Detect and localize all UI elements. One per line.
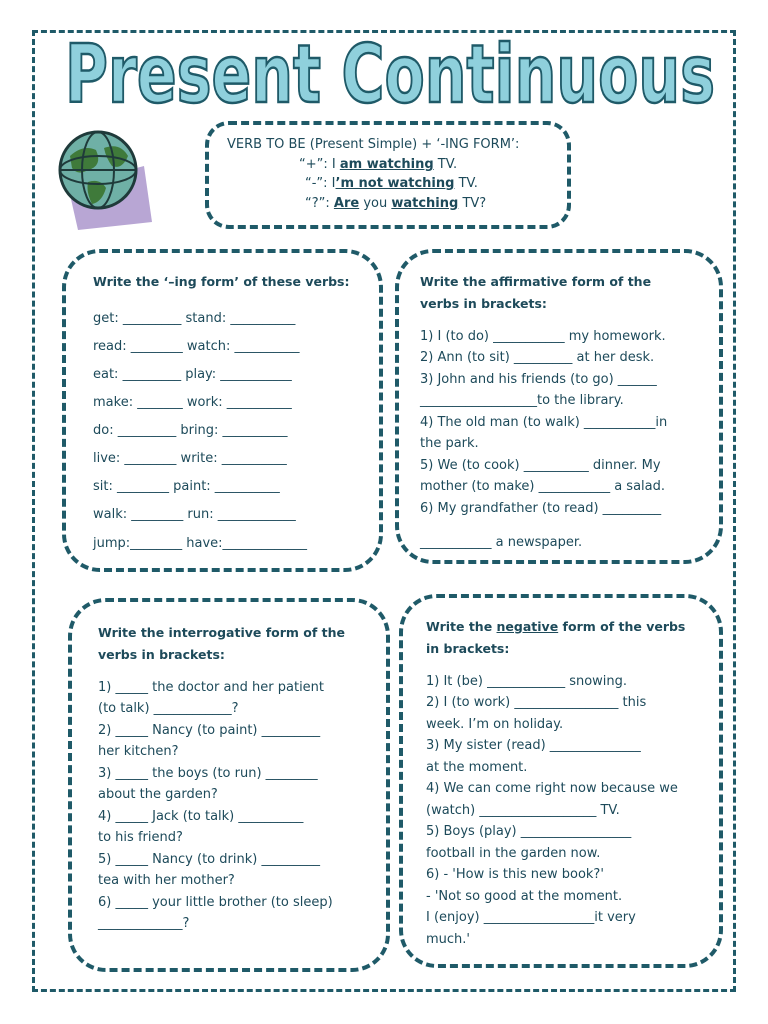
negative-suffix: TV. — [454, 176, 478, 191]
exercise-line: much.' — [426, 932, 470, 947]
exercise-line: her kitchen? — [98, 744, 179, 759]
page-title-text: Present Continuous — [65, 28, 715, 120]
exercise-line: 4) _____ Jack (to talk) __________ — [98, 809, 304, 824]
page-title — [0, 20, 768, 120]
exercise-line: read: ________ watch: __________ — [93, 339, 300, 354]
exercise-line: 6) My grandfather (to read) _________ — [420, 501, 662, 516]
exercise-line: _____________? — [98, 916, 190, 931]
question-suffix: TV? — [458, 196, 487, 211]
question-are: Are — [333, 196, 360, 211]
exercise-line: 2) _____ Nancy (to paint) _________ — [98, 723, 321, 738]
exercise-line: to his friend? — [98, 830, 183, 845]
exercise-heading: Write the ‘–ing form’ of these verbs: — [93, 274, 350, 289]
affirmative-example: am watching — [339, 157, 434, 172]
exercise-line: 5) We (to cook) __________ dinner. My — [420, 458, 661, 473]
exercise-line: make: _______ work: __________ — [93, 395, 292, 410]
exercise-line: 1) I (to do) ___________ my homework. — [420, 329, 666, 344]
exercise-line: - 'Not so good at the moment. — [426, 889, 623, 904]
exercise-line: (to talk) ____________? — [98, 701, 239, 716]
ing-form-exercise — [62, 249, 383, 572]
question-example: watching — [391, 196, 459, 211]
exercise-line: I (enjoy) _________________it very — [426, 910, 636, 925]
exercise-line: 4) We can come right now because we — [426, 781, 678, 796]
exercise-line: 5) _____ Nancy (to drink) _________ — [98, 852, 320, 867]
exercise-line: live: ________ write: __________ — [93, 451, 287, 466]
formula-question — [305, 196, 486, 211]
exercise-line: 3) _____ the boys (to run) ________ — [98, 766, 318, 781]
exercise-line: __________________to the library. — [420, 393, 624, 408]
exercise-line: (watch) __________________ TV. — [426, 803, 620, 818]
exercise-line: walk: ________ run: ____________ — [93, 507, 296, 522]
exercise-line: 3) My sister (read) ______________ — [426, 738, 641, 753]
question-prefix: “?”: — [305, 196, 334, 211]
formula-box — [205, 121, 571, 229]
exercise-heading: Write the interrogative form of the — [98, 625, 345, 640]
exercise-line: sit: ________ paint: __________ — [93, 479, 280, 494]
formula-affirmative — [299, 157, 457, 172]
exercise-line: 1) _____ the doctor and her patient — [98, 680, 325, 695]
heading-part: form of the verbs — [558, 619, 686, 634]
globe-icon — [48, 126, 158, 230]
exercise-line: tea with her mother? — [98, 873, 235, 888]
exercise-line: jump:________ have:_____________ — [93, 536, 308, 551]
exercise-line: at the moment. — [426, 760, 528, 775]
exercise-line: get: _________ stand: __________ — [93, 311, 296, 326]
affirmative-prefix: “+”: I — [299, 157, 340, 172]
exercise-line: do: _________ bring: __________ — [93, 423, 288, 438]
exercise-heading: in brackets: — [426, 641, 510, 656]
exercise-line: ___________ a newspaper. — [420, 535, 583, 550]
exercise-line: 2) Ann (to sit) _________ at her desk. — [420, 350, 655, 365]
exercise-line: 3) John and his friends (to go) ______ — [420, 372, 657, 387]
interrogative-exercise — [68, 598, 390, 972]
formula-header: VERB TO BE (Present Simple) + ‘-ING FORM’: — [227, 137, 520, 152]
affirmative-exercise — [395, 249, 723, 564]
negative-example: ’m not watching — [335, 176, 455, 191]
exercise-heading: verbs in brackets: — [420, 296, 547, 311]
affirmative-suffix: TV. — [433, 157, 458, 172]
exercise-line: 1) It (be) ____________ snowing. — [426, 674, 628, 689]
question-mid: you — [359, 196, 392, 211]
exercise-line: 6) - 'How is this new book?' — [426, 867, 604, 882]
exercise-heading: verbs in brackets: — [98, 647, 225, 662]
negative-prefix: “-”: I — [305, 176, 336, 191]
exercise-line: week. I’m on holiday. — [426, 717, 564, 732]
exercise-heading: Write the affirmative form of the — [420, 274, 652, 289]
exercise-line: 6) _____ your little brother (to sleep) — [98, 895, 333, 910]
formula-negative — [305, 176, 478, 191]
heading-part: Write the — [426, 619, 497, 634]
exercise-line: 5) Boys (play) _________________ — [426, 824, 632, 839]
exercise-heading — [426, 616, 685, 638]
exercise-line: mother (to make) ___________ a salad. — [420, 479, 666, 494]
exercise-line: 2) I (to work) ________________ this — [426, 695, 647, 710]
exercise-line: eat: _________ play: ___________ — [93, 367, 292, 382]
exercise-line: football in the garden now. — [426, 846, 601, 861]
exercise-line: the park. — [420, 436, 479, 451]
negative-exercise — [399, 594, 723, 968]
exercise-line: about the garden? — [98, 787, 218, 802]
heading-negative-word: negative — [496, 619, 559, 634]
exercise-line: 4) The old man (to walk) ___________in — [420, 415, 668, 430]
